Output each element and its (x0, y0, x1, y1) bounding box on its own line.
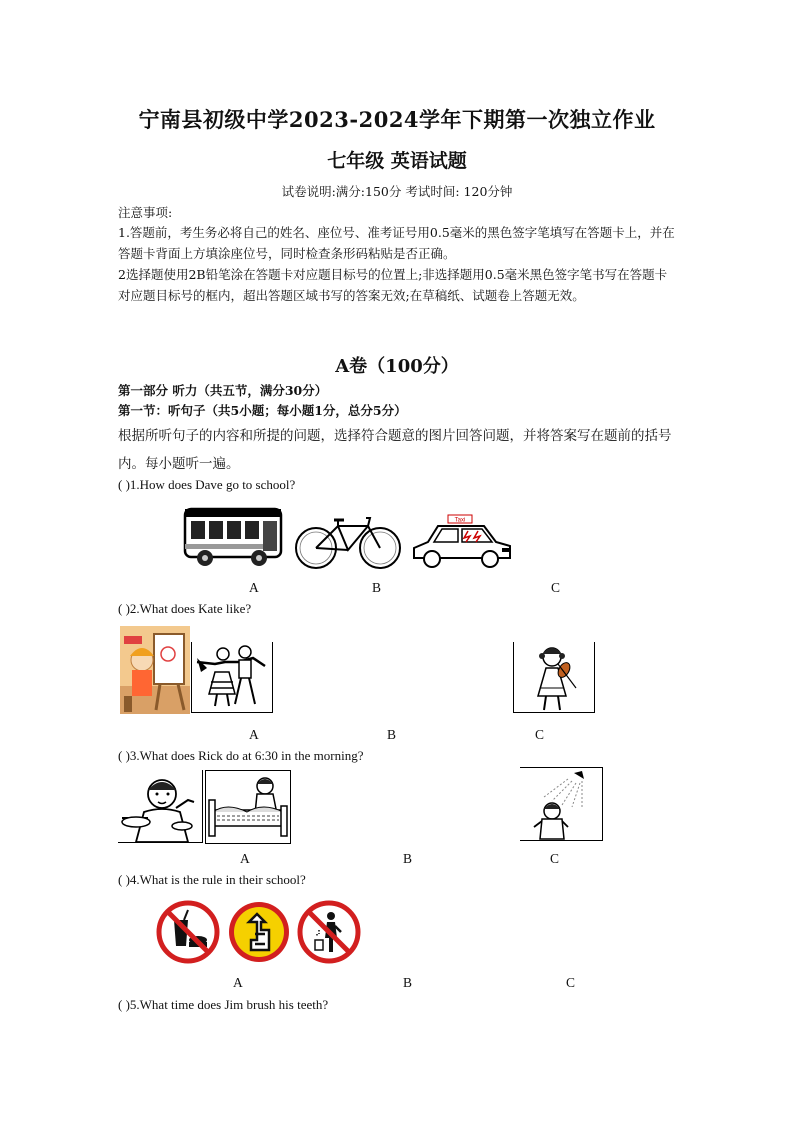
no-littering-sign-icon (297, 900, 361, 964)
question-1: ( )1.How does Dave go to school? (118, 477, 296, 492)
shower-boy-icon (522, 769, 602, 839)
section-title: A卷（100分） (335, 356, 459, 377)
exam-meta: 试卷说明:满分:150分 考试时间: 120分钟 (281, 184, 513, 199)
notes-heading: 注意事项: (118, 205, 173, 220)
instruction-text: 根据所听句子的内容和所提的问题，选择符合题意的图片回答问题，并将答案写在题前的括号内。每小题听一遍。 (118, 428, 672, 472)
q2-option-a: A (249, 727, 259, 742)
q3-option-a: A (240, 851, 250, 866)
q2-option-c: C (535, 727, 545, 742)
q1-option-b: B (372, 580, 382, 595)
eating-boy-icon (118, 772, 202, 842)
q1-option-c: C (551, 580, 561, 595)
bed-boy-icon (207, 772, 289, 842)
exam-title: 宁南县初级中学2023-2024学年下期第一次独立作业 (138, 107, 656, 132)
q1-option-a: A (249, 580, 259, 595)
q2-option-b: B (387, 727, 397, 742)
bus-icon (183, 506, 283, 568)
taxi-icon (408, 514, 514, 570)
violin-girl-icon (530, 644, 580, 714)
taxi-sign-label: Taxi (454, 517, 466, 524)
q4-option-b: B (403, 975, 413, 990)
q4-option-a: A (233, 975, 243, 990)
question-3: ( )3.What does Rick do at 6:30 in the morning? (118, 748, 364, 763)
dancing-couple-icon (195, 642, 271, 710)
painting-girl-icon (120, 626, 190, 714)
part-title: 第一部分 听力（共五节，满分30分） (118, 383, 328, 398)
question-4: ( )4.What is the rule in their school? (118, 872, 306, 887)
q3-option-b: B (403, 851, 413, 866)
exam-subtitle: 七年级 英语试题 (327, 150, 467, 172)
question-2: ( )2.What does Kate like? (118, 601, 252, 616)
notes-item-2: 2选择题使用2B铅笔涂在答题卡对应题目标号的位置上;非选择题用0.5毫米黑色签字笔书写在答题卡对应题目标号的框内，超出答题区域书写的答案无效;在草稿纸、试题卷上答题无效。 (118, 267, 668, 303)
notes-item-1: 1.答题前，考生务必将自己的姓名、座位号、准考证号用0.5毫米的黑色签字笔填写在答题卡上，并在答题卡背面上方填涂座位号，同时检查条形码粘贴是否正确。 (118, 225, 675, 261)
q4-option-c: C (566, 975, 576, 990)
quiet-sign-icon (227, 900, 291, 964)
bicycle-icon (294, 514, 402, 570)
no-food-sign-icon (156, 900, 220, 964)
subpart-title: 第一节：听句子（共5小题；每小题1分，总分5分） (118, 403, 407, 418)
question-5: ( )5.What time does Jim brush his teeth? (118, 997, 329, 1012)
q3-option-c: C (550, 851, 560, 866)
